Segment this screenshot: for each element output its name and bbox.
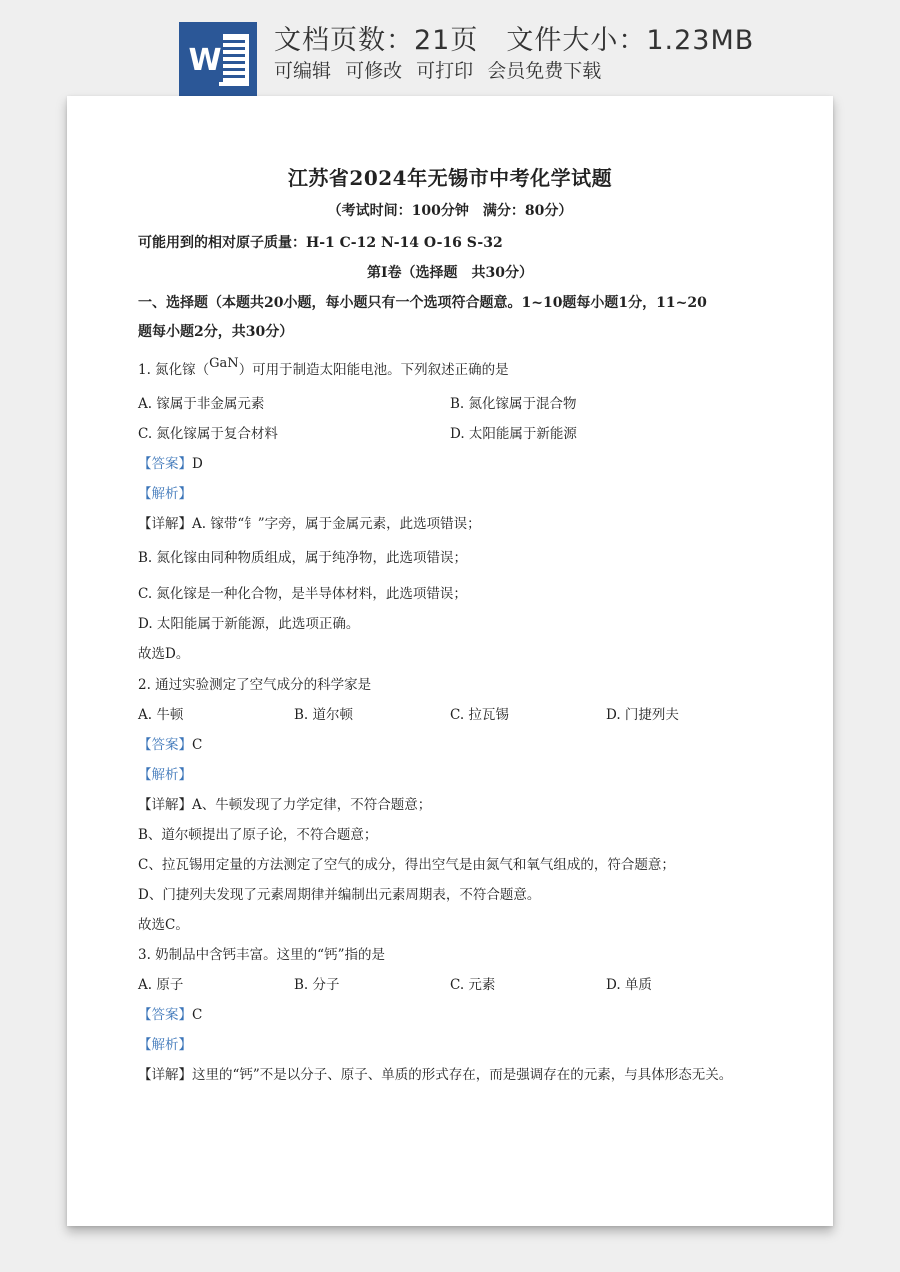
q2-option-c: C. 拉瓦锡 xyxy=(450,707,509,723)
q1-detail-3: C. 氮化镓是一种化合物，是半导体材料，此选项错误； xyxy=(138,586,467,602)
section-heading-line2: 题每小题2分，共30分） xyxy=(138,324,294,340)
q2-analysis-tag: 【解析】 xyxy=(138,767,192,783)
document-page xyxy=(67,96,833,1226)
q1-detail-2: B. 氮化镓由同种物质组成，属于纯净物，此选项错误； xyxy=(138,550,468,566)
file-size: 文件大小：1.23MB xyxy=(506,25,755,56)
q3-detail-1: 【详解】这里的“钙”不是以分子、原子、单质的形式存在，而是强调存在的元素，与具体形态无关。 xyxy=(138,1067,733,1083)
q3-answer: 【答案】C xyxy=(138,1007,203,1023)
section-heading-line1: 一、选择题（本题共20小题，每小题只有一个选项符合题意。1~10题每小题1分，11~20 xyxy=(138,295,707,311)
feature-printable: 可打印 xyxy=(416,60,474,82)
q2-option-a: A. 牛顿 xyxy=(138,707,184,723)
q1-stem: 1. 氮化镓（GaN）可用于制造太阳能电池。下列叙述正确的是 xyxy=(138,356,509,378)
q2-conclusion: 故选C。 xyxy=(138,917,189,933)
q2-detail-4: D、门捷列夫发现了元素周期律并编制出元素周期表，不符合题意。 xyxy=(138,887,541,903)
exam-subtitle: （考试时间：100分钟 满分：80分） xyxy=(327,203,573,219)
page-count: 文档页数：21页 xyxy=(274,25,479,56)
feature-member-download: 会员免费下载 xyxy=(487,60,602,82)
q1-analysis-tag: 【解析】 xyxy=(138,486,192,502)
q2-detail-2: B、道尔顿提出了原子论，不符合题意； xyxy=(138,827,378,843)
feature-modifiable: 可修改 xyxy=(345,60,403,82)
exam-title: 江苏省2024年无锡市中考化学试题 xyxy=(287,166,613,190)
file-stats xyxy=(274,18,754,57)
document-info-banner xyxy=(0,0,900,96)
q2-stem: 2. 通过实验测定了空气成分的科学家是 xyxy=(138,677,372,693)
q1-answer: 【答案】D xyxy=(138,456,203,472)
q3-option-a: A. 原子 xyxy=(138,977,184,993)
q2-option-d: D. 门捷列夫 xyxy=(606,707,679,723)
q1-option-a: A. 镓属于非金属元素 xyxy=(138,396,265,412)
atomic-mass-line: 可能用到的相对原子质量：H-1 C-12 N-14 O-16 S-32 xyxy=(138,235,503,251)
q3-option-b: B. 分子 xyxy=(294,977,340,993)
feature-editable: 可编辑 xyxy=(274,60,332,82)
q1-option-d: D. 太阳能属于新能源 xyxy=(450,426,577,442)
q2-detail-3: C、拉瓦锡用定量的方法测定了空气的成分，得出空气是由氮气和氧气组成的，符合题意； xyxy=(138,857,675,873)
volume-heading: 第Ⅰ卷（选择题 共30分） xyxy=(366,265,534,281)
feature-list xyxy=(274,56,609,83)
q1-option-c: C. 氮化镓属于复合材料 xyxy=(138,426,278,442)
q1-option-b: B. 氮化镓属于混合物 xyxy=(450,396,577,412)
svg-text:W: W xyxy=(188,43,222,78)
q2-option-b: B. 道尔顿 xyxy=(294,707,354,723)
q2-detail-1: 【详解】A、牛顿发现了力学定律，不符合题意； xyxy=(138,797,432,813)
q1-formula: GaN xyxy=(209,356,239,371)
q1-conclusion: 故选D。 xyxy=(138,646,190,662)
q2-answer: 【答案】C xyxy=(138,737,203,753)
q3-option-d: D. 单质 xyxy=(606,977,652,993)
word-document-icon xyxy=(179,22,257,96)
q3-stem: 3. 奶制品中含钙丰富。这里的“钙”指的是 xyxy=(138,947,385,963)
q3-analysis-tag: 【解析】 xyxy=(138,1037,192,1053)
q3-option-c: C. 元素 xyxy=(450,977,496,993)
q1-detail-4: D. 太阳能属于新能源，此选项正确。 xyxy=(138,616,360,632)
q1-detail-1: 【详解】A. 镓带“钅”字旁，属于金属元素，此选项错误； xyxy=(138,516,481,532)
